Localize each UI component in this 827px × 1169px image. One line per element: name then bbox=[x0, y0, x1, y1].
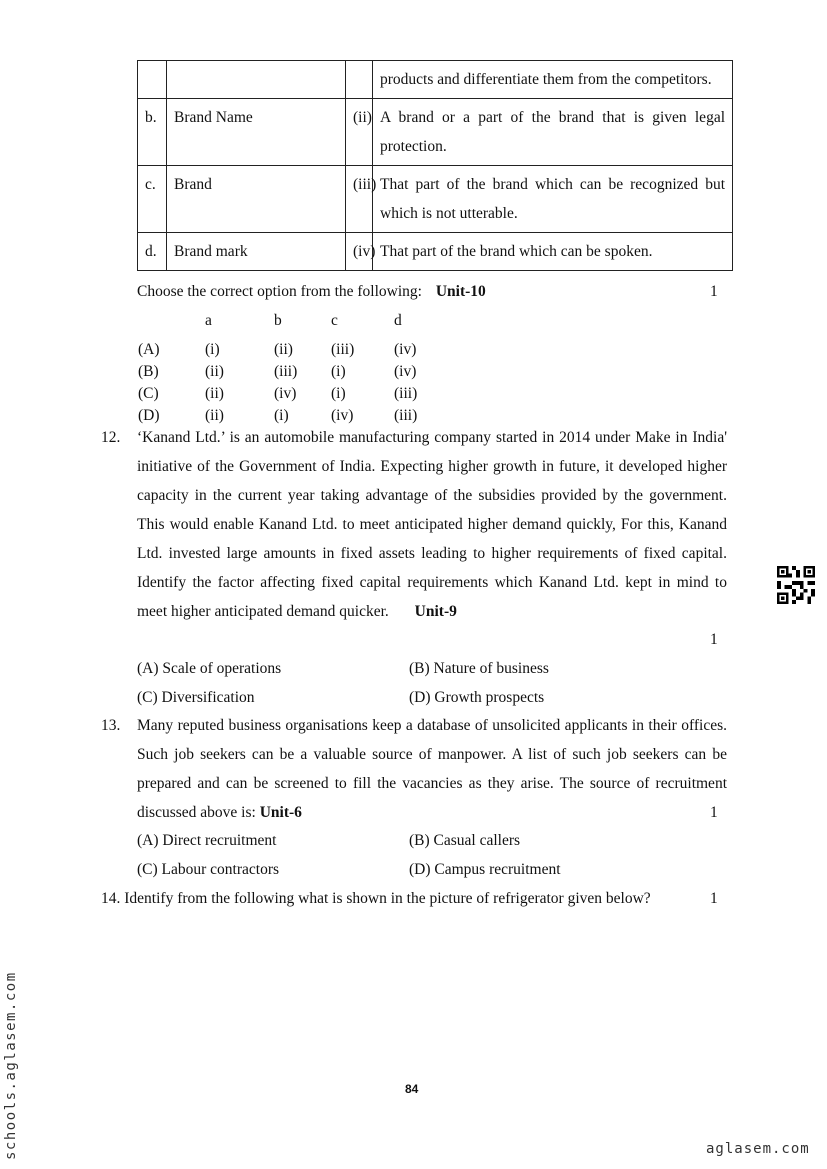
row-desc: That part of the brand which can be recognized but which is not utterable. bbox=[373, 166, 733, 233]
option-value: (iv) bbox=[394, 363, 417, 380]
option-value: (iii) bbox=[331, 341, 355, 358]
table-row bbox=[138, 166, 733, 233]
q13-option-b: (B) Casual callers bbox=[409, 832, 521, 849]
option-value: (i) bbox=[205, 341, 220, 358]
option-value: (i) bbox=[274, 407, 289, 424]
q11-instruction-line bbox=[137, 277, 486, 306]
q12-option-b: (B) Nature of business bbox=[409, 660, 549, 677]
q13-number: 13. bbox=[101, 717, 121, 734]
table-row bbox=[138, 233, 733, 271]
header-d: d bbox=[394, 312, 402, 329]
header-a: a bbox=[205, 312, 212, 329]
option-value: (i) bbox=[331, 385, 346, 402]
q12-unit: Unit-9 bbox=[414, 603, 457, 620]
bottom-watermark: aglasem.com bbox=[706, 1141, 810, 1157]
q12-option-c: (C) Diversification bbox=[137, 689, 255, 706]
row-label: d. bbox=[138, 233, 167, 271]
q12-text-block bbox=[137, 423, 727, 626]
row-term: Brand bbox=[167, 166, 346, 233]
table-row bbox=[138, 61, 733, 99]
q12-marks: 1 bbox=[710, 631, 718, 648]
row-num: (ii) bbox=[346, 99, 373, 166]
option-value: (iii) bbox=[394, 407, 418, 424]
row-num bbox=[346, 61, 373, 99]
matching-table bbox=[137, 60, 733, 271]
option-value: (iii) bbox=[274, 363, 298, 380]
q12-number: 12. bbox=[101, 429, 121, 446]
option-value: (ii) bbox=[274, 341, 293, 358]
header-c: c bbox=[331, 312, 338, 329]
row-label: c. bbox=[138, 166, 167, 233]
option-label: (C) bbox=[138, 385, 159, 402]
option-value: (iv) bbox=[394, 341, 417, 358]
q13-option-d: (D) Campus recruitment bbox=[409, 861, 561, 878]
option-value: (ii) bbox=[205, 363, 224, 380]
q12-option-d: (D) Growth prospects bbox=[409, 689, 545, 706]
row-num: (iv) bbox=[346, 233, 373, 271]
side-watermark: schools.aglasem.com bbox=[3, 971, 19, 1160]
option-value: (iii) bbox=[394, 385, 418, 402]
row-term bbox=[167, 61, 346, 99]
q11-instruction: Choose the correct option from the following: bbox=[137, 283, 422, 300]
row-label: b. bbox=[138, 99, 167, 166]
row-desc: products and differentiate them from the competitors. bbox=[373, 61, 733, 99]
q11-unit: Unit-10 bbox=[435, 283, 486, 300]
option-value: (iv) bbox=[331, 407, 354, 424]
q14-marks: 1 bbox=[710, 890, 718, 907]
table-row bbox=[138, 99, 733, 166]
option-label: (D) bbox=[138, 407, 160, 424]
row-term: Brand mark bbox=[167, 233, 346, 271]
option-value: (iv) bbox=[274, 385, 297, 402]
q11-marks: 1 bbox=[710, 283, 718, 300]
row-num: (iii) bbox=[346, 166, 373, 233]
q12-text: ‘Kanand Ltd.’ is an automobile manufacturing company started in 2014 under Make in India' initiative of the Government of India. Expecting higher growth in future, it developed higher capacity in the current year taking advantage of the subsidies provided by the government. This would enable Kanand Ltd. to meet anticipated higher demand quickly, For this, Kanand Ltd. invested large amounts in fixed assets leading to higher requirements of fixed capital. Identify the factor affecting fixed capital requirements which Kanand Ltd. kept in mind to meet higher anticipated demand quicker. bbox=[137, 429, 727, 620]
row-term: Brand Name bbox=[167, 99, 346, 166]
header-b: b bbox=[274, 312, 282, 329]
row-desc: That part of the brand which can be spoken. bbox=[373, 233, 733, 271]
option-label: (B) bbox=[138, 363, 159, 380]
row-label bbox=[138, 61, 167, 99]
option-value: (i) bbox=[331, 363, 346, 380]
q13-option-c: (C) Labour contractors bbox=[137, 861, 280, 878]
q14-text: 14. Identify from the following what is shown in the picture of refrigerator given below? bbox=[101, 890, 651, 907]
q13-unit: Unit-6 bbox=[259, 804, 302, 821]
q13-option-a: (A) Direct recruitment bbox=[137, 832, 277, 849]
q13-marks: 1 bbox=[710, 804, 718, 821]
page-number: 84 bbox=[405, 1082, 419, 1096]
qr-code-icon bbox=[776, 566, 816, 604]
q12-option-a: (A) Scale of operations bbox=[137, 660, 282, 677]
q13-text: Many reputed business organisations keep a database of unsolicited applicants in their offices. Such job seekers can be a valuable source of manpower. A list of such job seekers can be prepared and can be screened to fill the vacancies as they arise. The source of recruitment discussed above is: bbox=[137, 717, 727, 821]
row-desc: A brand or a part of the brand that is given legal protection. bbox=[373, 99, 733, 166]
option-value: (ii) bbox=[205, 407, 224, 424]
q13-text-block bbox=[137, 711, 727, 827]
option-value: (ii) bbox=[205, 385, 224, 402]
option-label: (A) bbox=[138, 341, 160, 358]
